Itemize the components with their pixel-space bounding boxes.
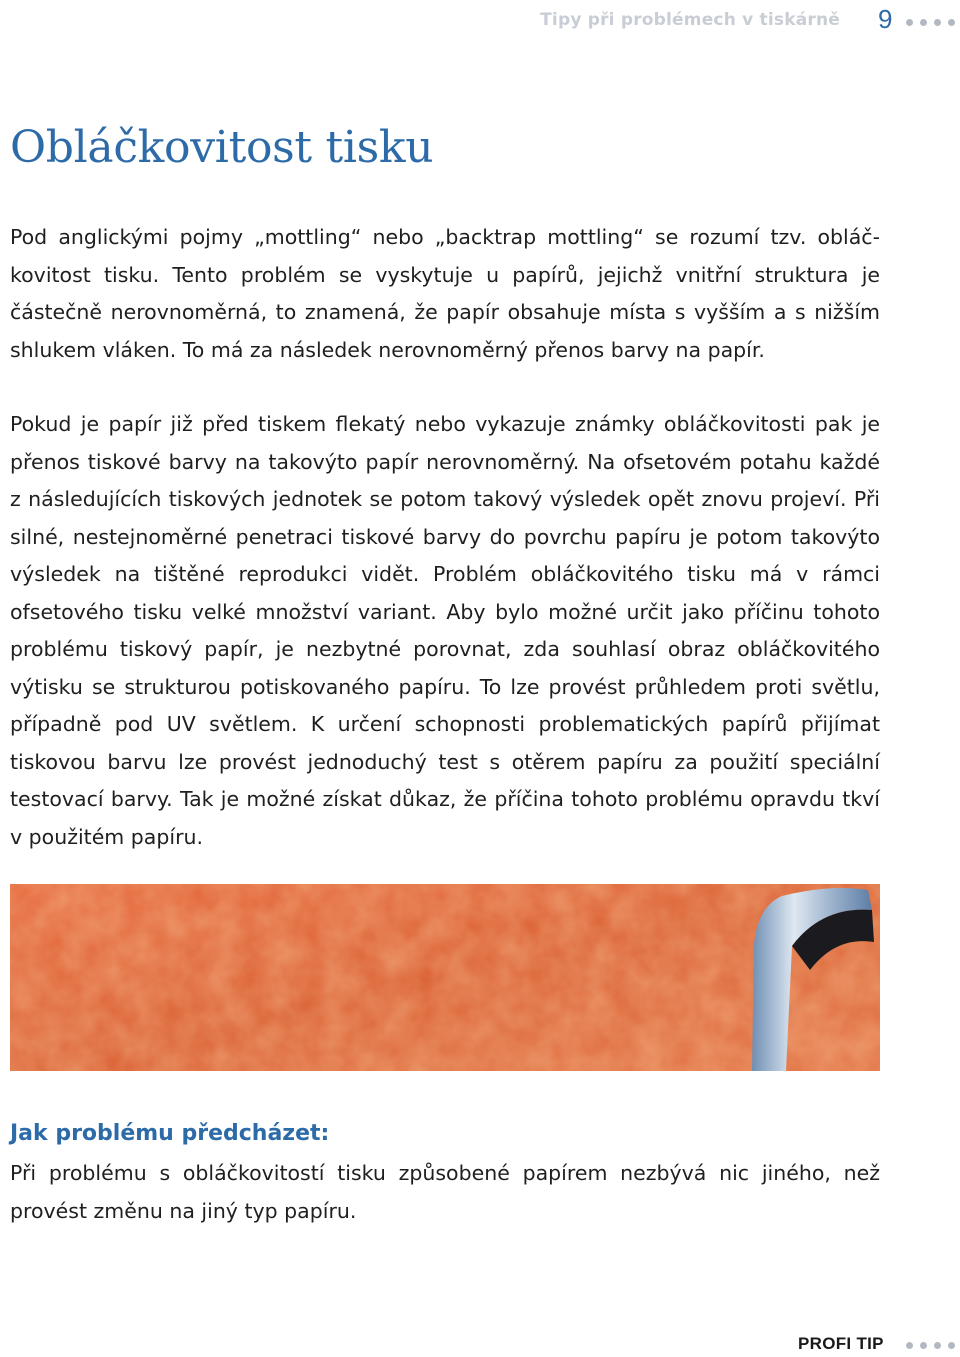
body-paragraph: Pokud je papír již před tiskem flekatý nebo vykazuje známky obláčkovitosti pak je přenos tiskové barvy na takovýto papír nerovnoměrný. Na ofsetovém potahu každé z následujících tiskových jednotek se potom takový výsledek opět znovu projeví. Při silné, nestejnoměrné penetraci tiskové barvy do povrchu papíru je potom takovýto výsledek na tištěné reprodukci vidět. Problém obláčkovitého tisku má v rámci ofsetového tisku velké množství variant. Aby bylo možné určit jako příčinu tohoto problému tiskový papír, je nezbytné porovnat, zda souhlasí obraz obláčkovitého výtisku se strukturou potiskovaného papíru. To lze provést průhledem proti světlu, případně pod UV světlem. K určení schopnosti problematických papírů přijímat tiskovou barvu lze provést jednoduchý test s otěrem papíru za použití speciální testovací barvy. Tak je možné získat důkaz, že příčina tohoto problému opravdu tkví v použitém papíru. <box>10 412 880 849</box>
mottling-example-photo <box>10 884 880 1071</box>
four-dots-icon <box>906 19 955 26</box>
four-dots-icon <box>906 1342 955 1349</box>
page-header <box>0 6 960 36</box>
article-title: Obláčkovitost tisku <box>10 122 434 173</box>
section-title: Tipy při problémech v tiskárně <box>540 10 840 30</box>
page-number: 9 <box>878 4 893 34</box>
intro-paragraph: Pod anglickými pojmy „mottling“ nebo „backtrap mottling“ se rozumí tzv. obláčkovitost tisku. Tento problém se vyskytuje u papírů, jejichž vnitřní struktura je částečně nerovnoměrná, to znamená, že papír obsahuje místa s vyšším a s nižším shlukem vláken. To má za následek nerovnoměrný přenos barvy na papír. <box>10 225 880 362</box>
mottling-photo-illustration <box>10 884 880 1071</box>
footer-label: PROFI TIP <box>798 1334 884 1353</box>
prevention-paragraph: Při problému s obláčkovitostí tisku způsobené papírem nezbývá nic jiného, než provést změnu na jiný typ papíru. <box>10 1161 880 1223</box>
prevention-heading: Jak problému předcházet: <box>10 1121 330 1146</box>
